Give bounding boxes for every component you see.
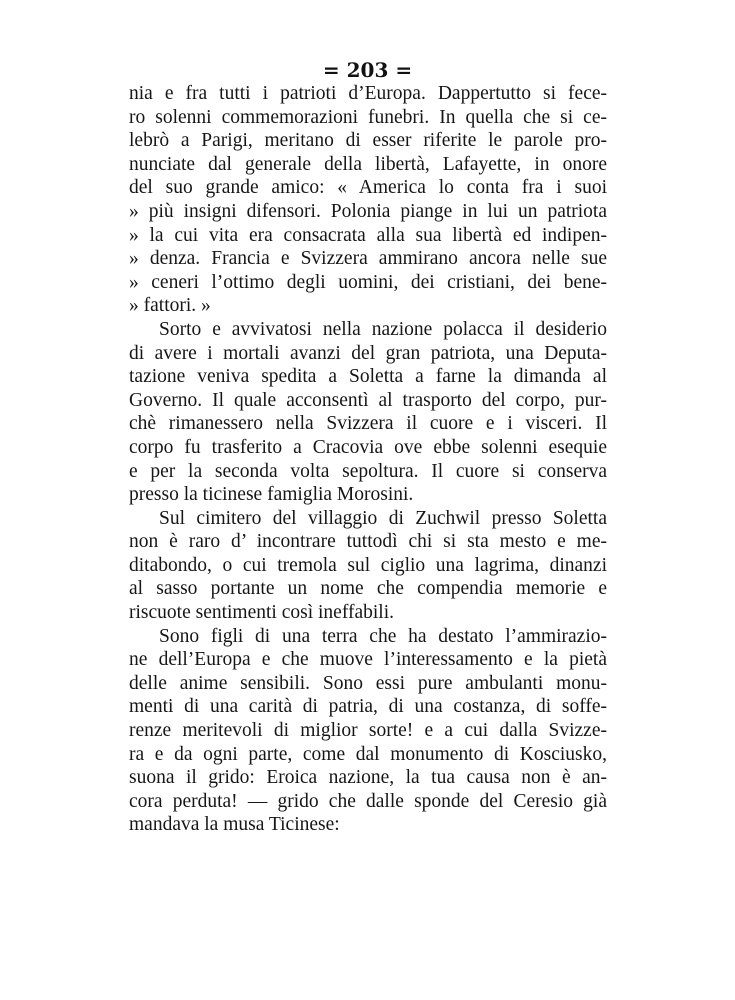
page-number: = 203 = (322, 58, 413, 82)
text-line: e per la seconda volta sepoltura. Il cuore si conserva (129, 460, 607, 482)
text-line: ro solenni commemorazioni funebri. In quella che si ce- (129, 106, 607, 128)
text-line: del suo grande amico: « America lo conta fra i suoi (129, 177, 607, 199)
text-line: » più insigni difensori. Polonia piange in lui un patriota (129, 200, 607, 222)
text-line: Sono figli di una terra che ha destato l’ammirazio- (159, 625, 607, 647)
text-line: delle anime sensibili. Sono essi pure ambulanti monu- (129, 672, 607, 694)
text-line: corpo fu trasferito a Cracovia ove ebbe solenni esequie (129, 436, 607, 458)
text-line: » fattori. » (129, 295, 211, 317)
text-line: nunciate dal generale della libertà, Lafayette, in onore (129, 153, 607, 175)
text-line: Sul cimitero del villaggio di Zuchwil presso Soletta (159, 507, 607, 529)
text-line: chè rimanessero nella Svizzera il cuore e i visceri. Il (129, 413, 607, 435)
text-line: riscuote sentimenti così ineffabili. (129, 602, 394, 624)
text-line: mandava la musa Ticinese: (129, 814, 340, 836)
text-line: » denza. Francia e Svizzera ammirano ancora nelle sue (129, 248, 607, 270)
text-line: di avere i mortali avanzi del gran patriota, una Deputa- (129, 342, 607, 364)
text-line: nia e fra tutti i patrioti d’Europa. Dappertutto si fece- (129, 83, 607, 104)
text-line: » ceneri l’ottimo degli uomini, dei cristiani, dei bene- (129, 271, 607, 293)
body-text (129, 82, 607, 837)
text-line: » la cui vita era consacrata alla sua libertà ed indipen- (129, 224, 607, 246)
text-line: al sasso portante un nome che compendia memorie e (129, 578, 607, 600)
text-line: ditabondo, o cui tremola sul ciglio una lagrima, dinanzi (129, 554, 607, 576)
text-line: renze meritevoli di miglior sorte! e a cui dalla Svizze- (129, 720, 607, 742)
text-line: ne dell’Europa e che muove l’interessamento e la pietà (129, 649, 607, 671)
text-line: Sorto e avvivatosi nella nazione polacca il desiderio (159, 318, 607, 340)
text-line: menti di una carità di patria, di una costanza, di soffe- (129, 696, 607, 718)
text-line: lebrò a Parigi, meritano di esser riferite le parole pro- (129, 130, 607, 152)
text-line: non è raro d’ incontrare tuttodì chi si sta mesto e me- (129, 531, 607, 553)
text-line: ra e da ogni parte, come dal monumento di Kosciusko, (129, 743, 607, 765)
text-line: cora perduta! — grido che dalle sponde del Ceresio già (129, 790, 607, 812)
text-line: tazione veniva spedita a Soletta a farne la dimanda al (129, 366, 607, 388)
text-line: suona il grido: Eroica nazione, la tua causa non è an- (129, 767, 607, 789)
text-line: presso la ticinese famiglia Morosini. (129, 484, 414, 506)
text-line: Governo. Il quale acconsentì al trasporto del corpo, pur- (129, 389, 607, 411)
